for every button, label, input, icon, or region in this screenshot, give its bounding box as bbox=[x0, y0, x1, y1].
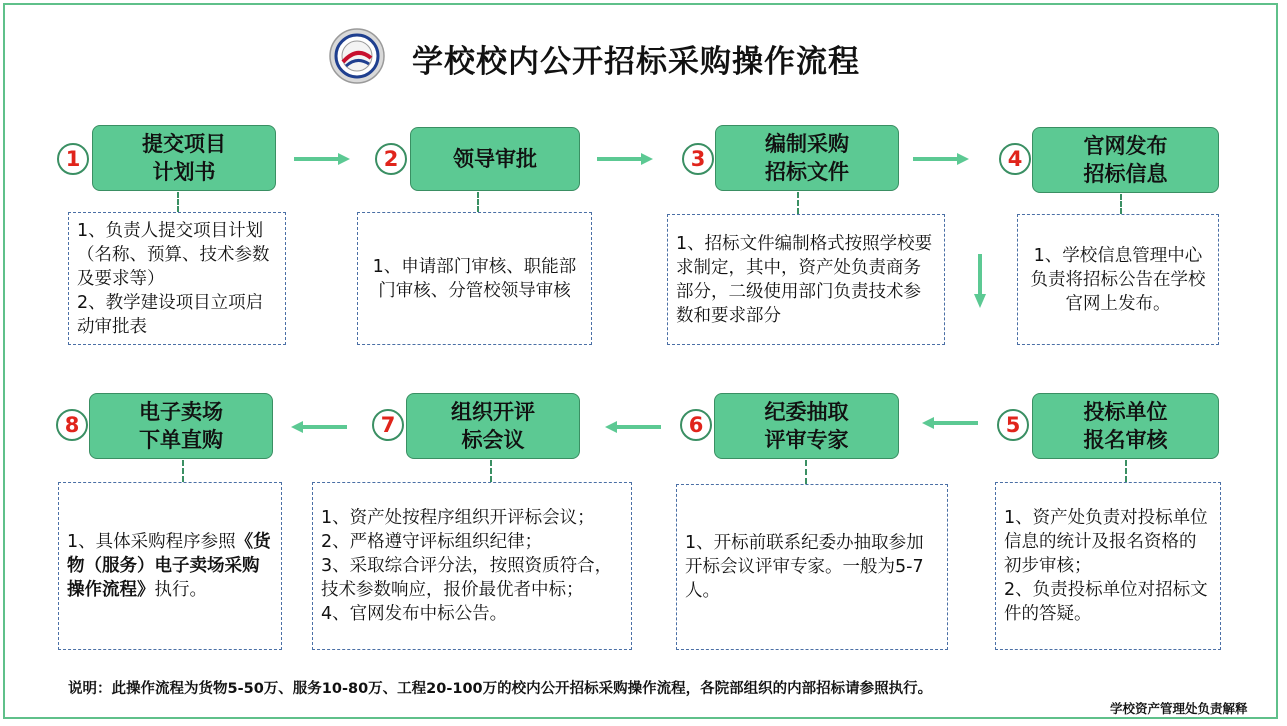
connector-7 bbox=[490, 460, 492, 482]
detail-line: 1、开标前联系纪委办抽取参加开标会议评审专家。一般为5-7人。 bbox=[685, 533, 924, 601]
arrow-right-icon bbox=[294, 151, 352, 167]
detail-bold-reference: 《货物（服务）电子卖场采购操作流程》 bbox=[67, 532, 271, 600]
step-number-2: 2 bbox=[375, 143, 407, 175]
step-number-1: 1 bbox=[57, 143, 89, 175]
step-label-5: 投标单位 报名审核 bbox=[1083, 400, 1168, 452]
connector-6 bbox=[805, 460, 807, 484]
detail-box-7 bbox=[312, 482, 632, 650]
connector-2 bbox=[477, 192, 479, 212]
step-number-8: 8 bbox=[56, 409, 88, 441]
detail-box-3 bbox=[667, 214, 945, 345]
step-label-1: 提交项目 计划书 bbox=[142, 132, 226, 184]
detail-box-5 bbox=[995, 482, 1221, 650]
detail-line: 2、教学建设项目立项启动审批表 bbox=[77, 292, 264, 337]
step-box-8 bbox=[89, 393, 273, 459]
step-number-4: 4 bbox=[999, 143, 1031, 175]
step-number-6: 6 bbox=[680, 409, 712, 441]
detail-line: 1、招标文件编制格式按照学校要求制定，其中，资产处负责商务部分，二级使用部门负责技术参数和要求部分 bbox=[676, 233, 933, 326]
detail-line: 1、负责人提交项目计划（名称、预算、技术参数及要求等） bbox=[77, 220, 270, 289]
detail-line: 1、资产处按程序组织开评标会议； bbox=[321, 508, 595, 528]
step-box-1 bbox=[92, 125, 276, 191]
connector-8 bbox=[182, 460, 184, 482]
step-label-7: 组织开评 标会议 bbox=[451, 400, 535, 452]
detail-box-6 bbox=[676, 484, 948, 650]
step-box-7 bbox=[406, 393, 580, 459]
step-label-4: 官网发布 招标信息 bbox=[1083, 134, 1168, 186]
footer-note: 说明：此操作流程为货物5-50万、服务10-80万、工程20-100万的校内公开招标采购操作流程，各院部组织的内部招标请参照执行。 bbox=[68, 681, 933, 697]
step-number-7: 7 bbox=[372, 409, 404, 441]
connector-3 bbox=[797, 192, 799, 214]
detail-box-4 bbox=[1017, 214, 1219, 345]
step-box-6 bbox=[714, 393, 899, 459]
step-box-2 bbox=[410, 127, 580, 191]
detail-line: 2、严格遵守评标组织纪律； bbox=[321, 532, 543, 552]
step-box-3 bbox=[715, 125, 899, 191]
page-title: 学校校内公开招标采购操作流程 bbox=[412, 44, 860, 80]
arrow-left-icon bbox=[920, 415, 978, 431]
arrow-left-icon bbox=[603, 419, 661, 435]
detail-suffix: 执行。 bbox=[154, 580, 207, 600]
detail-line: 4、官网发布中标公告。 bbox=[321, 604, 508, 624]
step-number-5: 5 bbox=[997, 409, 1029, 441]
school-logo-icon bbox=[329, 28, 385, 84]
detail-line: 3、采取综合评分法，按照资质符合，技术参数响应，报价最优者中标； bbox=[321, 556, 613, 600]
step-label-6: 纪委抽取 评审专家 bbox=[764, 400, 849, 452]
connector-4 bbox=[1120, 194, 1122, 214]
detail-line: 1、学校信息管理中心负责将招标公告在学校官网上发布。 bbox=[1030, 245, 1206, 314]
connector-1 bbox=[177, 192, 179, 212]
arrow-left-icon bbox=[289, 419, 347, 435]
step-number-3: 3 bbox=[682, 143, 714, 175]
detail-line bbox=[67, 530, 273, 602]
step-box-5 bbox=[1032, 393, 1219, 459]
detail-box-8 bbox=[58, 482, 282, 650]
connector-5 bbox=[1125, 460, 1127, 482]
detail-box-2 bbox=[357, 212, 592, 345]
arrow-right-icon bbox=[597, 151, 655, 167]
detail-line: 1、申请部门审核、职能部门审核、分管校领导审核 bbox=[372, 256, 577, 301]
step-box-4 bbox=[1032, 127, 1219, 193]
step-label-3: 编制采购 招标文件 bbox=[765, 132, 849, 184]
detail-box-1 bbox=[68, 212, 286, 345]
detail-prefix: 1、具体采购程序参照 bbox=[67, 532, 236, 552]
step-label-2: 领导审批 bbox=[453, 147, 537, 171]
detail-line: 1、资产处负责对投标单位信息的统计及报名资格的初步审核； bbox=[1004, 508, 1208, 576]
footer-signature: 学校资产管理处负责解释 bbox=[1110, 701, 1248, 716]
detail-line: 2、负责投标单位对招标文件的答疑。 bbox=[1004, 580, 1208, 624]
step-label-8: 电子卖场 下单直购 bbox=[139, 400, 223, 452]
arrow-down-icon bbox=[972, 254, 988, 310]
arrow-right-icon bbox=[913, 151, 971, 167]
